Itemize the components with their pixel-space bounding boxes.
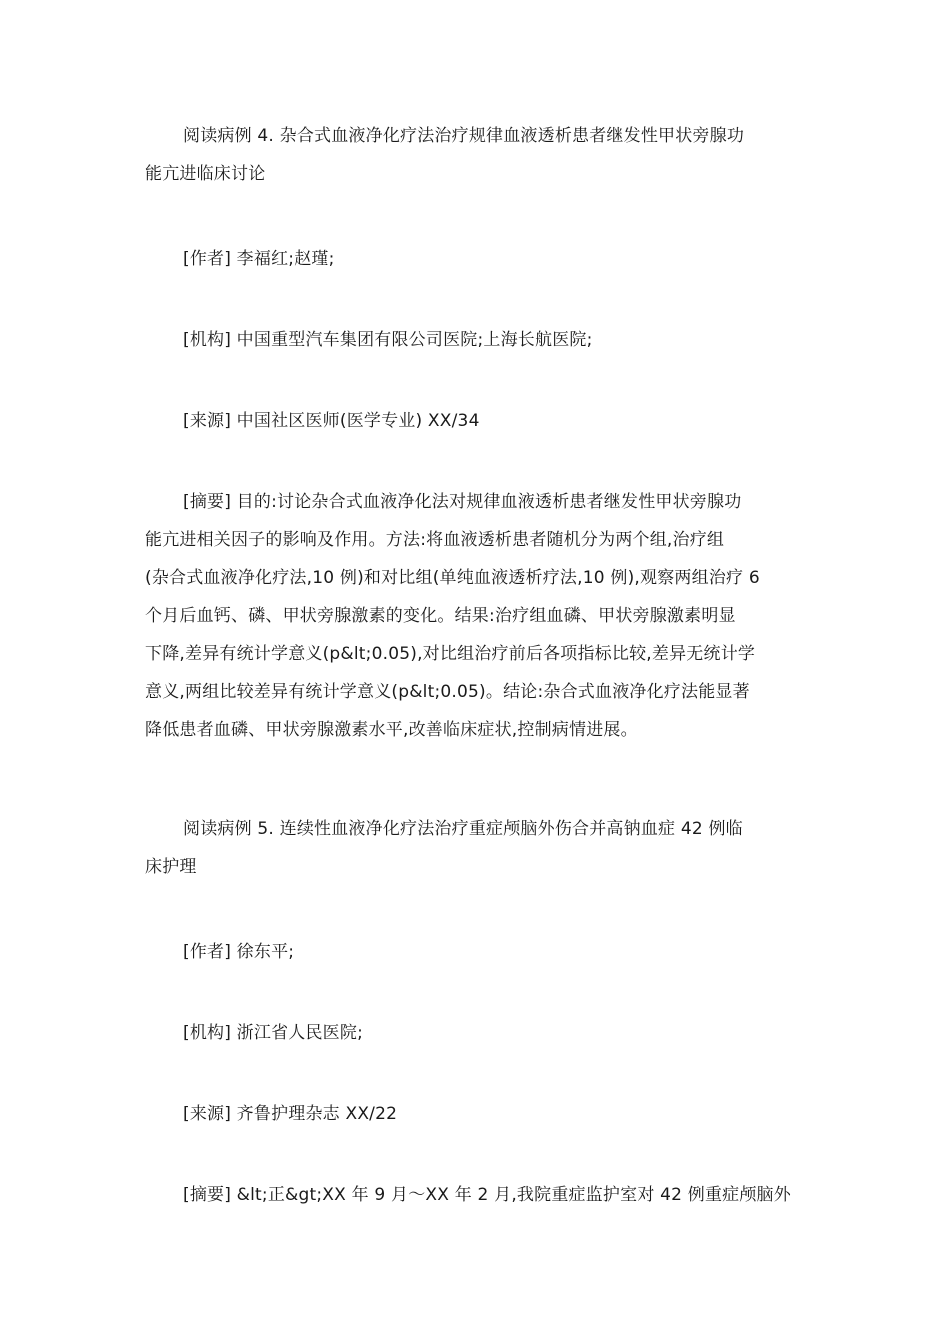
case4-abstract xyxy=(145,483,810,749)
case4-institution: [机构] 中国重型汽车集团有限公司医院;上海长航医院; xyxy=(183,330,593,350)
case5-abstract-line1: [摘要] &lt;正&gt;XX 年 9 月～XX 年 2 月,我院重症监护室对 42 例重症颅脑外 xyxy=(183,1185,791,1205)
case4-abstract-line: 下降,差异有统计学意义(p&lt;0.05),对比组治疗前后各项指标比较,差异无统计学 xyxy=(145,644,756,664)
case4-abstract-line: 个月后血钙、磷、甲状旁腺激素的变化。结果:治疗组血磷、甲状旁腺激素明显 xyxy=(145,606,736,626)
case5-title xyxy=(145,810,810,886)
case4-abstract-line: 能亢进相关因子的影响及作用。方法:将血液透析患者随机分为两个组,治疗组 xyxy=(145,530,725,550)
case4-abstract-line: 意义,两组比较差异有统计学意义(p&lt;0.05)。结论:杂合式血液净化疗法能显著 xyxy=(145,682,750,702)
case4-abstract-line: [摘要] 目的:讨论杂合式血液净化法对规律血液透析患者继发性甲状旁腺功 xyxy=(183,492,742,512)
case5-institution: [机构] 浙江省人民医院; xyxy=(183,1023,363,1043)
case4-author: [作者] 李福红;赵瑾; xyxy=(183,249,335,269)
case4-source: [来源] 中国社区医师(医学专业) XX/34 xyxy=(183,411,480,431)
case4-abstract-line: 降低患者血磷、甲状旁腺激素水平,改善临床症状,控制病情进展。 xyxy=(145,720,638,740)
case5-source: [来源] 齐鲁护理杂志 XX/22 xyxy=(183,1104,398,1124)
case4-title xyxy=(145,117,810,193)
case5-title-line2: 床护理 xyxy=(145,857,197,877)
case4-title-line1: 阅读病例 4. 杂合式血液净化疗法治疗规律血液透析患者继发性甲状旁腺功 xyxy=(183,126,745,146)
case4-title-line2: 能亢进临床讨论 xyxy=(145,164,266,184)
case5-title-line1: 阅读病例 5. 连续性血液净化疗法治疗重症颅脑外伤合并高钠血症 42 例临 xyxy=(183,819,743,839)
case5-author: [作者] 徐东平; xyxy=(183,942,295,962)
case4-abstract-line: (杂合式血液净化疗法,10 例)和对比组(单纯血液透析疗法,10 例),观察两组治疗 6 xyxy=(145,568,760,588)
